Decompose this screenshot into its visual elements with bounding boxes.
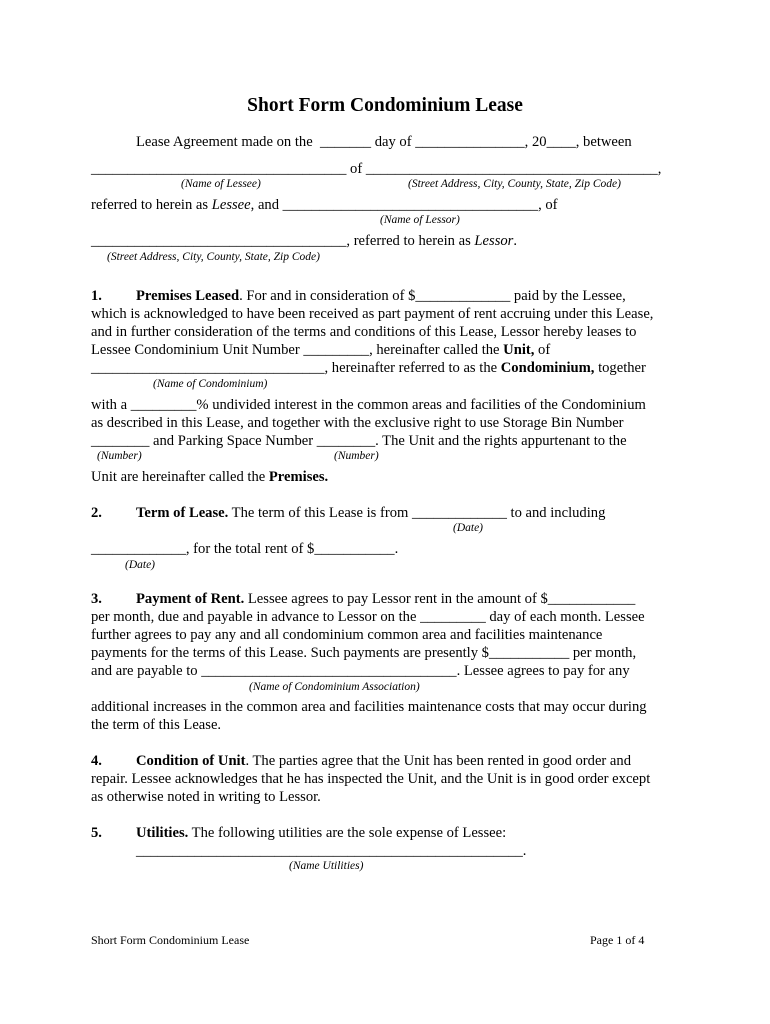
section-4-line-1	[91, 752, 631, 770]
section-1-line-9	[91, 468, 328, 486]
section-1-line-4	[91, 341, 550, 359]
intro-line-4	[91, 232, 517, 250]
section-4-heading: Condition of Unit	[136, 753, 246, 769]
caption-date-1: (Date)	[453, 522, 484, 534]
section-1-line-7: as described in this Lease, and together with the exclusive right to use Storage Bin Number	[91, 415, 624, 431]
intro-line-3-text-b: , and ___________________________________, of	[250, 197, 558, 213]
caption-date-2: (Date)	[125, 559, 156, 571]
section-3-number: 3.	[91, 591, 102, 607]
section-1-line-4-text-b: of	[534, 342, 551, 358]
footer-page-number: Page 1 of 4	[590, 933, 645, 947]
lessor-term: Lessor	[474, 233, 514, 249]
section-1-line-5-text-a: ________________________________, hereinafter referred to as the	[91, 360, 501, 376]
section-1-number: 1.	[91, 288, 102, 304]
intro-line-1: Lease Agreement made on the _______ day of _______________, 20____, between	[136, 134, 632, 150]
intro-line-2: ___________________________________ of ________________________________________,	[91, 161, 662, 177]
caption-street-address-1: (Street Address, City, County, State, Zip Code)	[408, 178, 621, 190]
section-4-number: 4.	[91, 753, 102, 769]
section-1-line-5-text-b: together	[594, 360, 646, 376]
caption-name-of-lessee: (Name of Lessee)	[181, 178, 261, 190]
section-3-heading: Payment of Rent.	[136, 591, 245, 607]
caption-name-of-condominium: (Name of Condominium)	[153, 378, 268, 390]
section-2-line-1	[91, 504, 605, 522]
section-1-line-6: with a _________% undivided interest in the common areas and facilities of the Condominium	[91, 397, 646, 413]
section-1-line-4-text-a: Lessee Condominium Unit Number _________, hereinafter called the	[91, 342, 504, 358]
caption-name-utilities: (Name Utilities)	[289, 860, 364, 872]
section-4-line-2: repair. Lessee acknowledges that he has inspected the Unit, and the Unit is in good order except	[91, 771, 651, 787]
caption-name-of-lessor: (Name of Lessor)	[380, 214, 460, 226]
section-3-line-4: payments for the terms of this Lease. Such payments are presently $___________ per month,	[91, 645, 637, 661]
section-2-line-2: _____________, for the total rent of $___________.	[91, 541, 399, 557]
caption-number-1: (Number)	[97, 450, 142, 462]
section-2-number: 2.	[91, 505, 102, 521]
section-3-line-5: and are payable to ___________________________________. Lessee agrees to pay for any	[91, 663, 630, 679]
condominium-term: Condominium,	[500, 360, 595, 376]
section-2-text: The term of this Lease is from _____________ to and including	[228, 505, 606, 521]
unit-term: Unit,	[503, 342, 535, 358]
section-5-text: The following utilities are the sole expense of Lessee:	[188, 825, 507, 841]
section-1-heading: Premises Leased	[136, 288, 240, 304]
section-3-text: Lessee agrees to pay Lessor rent in the amount of $____________	[244, 591, 636, 607]
section-5-line-1	[91, 824, 506, 842]
footer-title: Short Form Condominium Lease	[91, 933, 250, 947]
section-1-line-1	[91, 287, 626, 305]
section-1-line-2: which is acknowledged to have been received as part payment of rent accruing under this Lease,	[91, 306, 654, 322]
section-2-heading: Term of Lease.	[136, 505, 229, 521]
caption-number-2: (Number)	[334, 450, 379, 462]
section-4-text: . The parties agree that the Unit has been rented in good order and	[245, 753, 632, 769]
premises-term: Premises.	[268, 469, 329, 485]
caption-name-of-association: (Name of Condominium Association)	[249, 681, 420, 693]
intro-line-4-text-b: .	[513, 233, 518, 249]
intro-line-3	[91, 196, 558, 214]
intro-line-4-text-a: ___________________________________, referred to herein as	[91, 233, 475, 249]
section-3-line-7: the term of this Lease.	[91, 717, 222, 733]
section-3-line-1	[91, 590, 635, 608]
section-3-line-2: per month, due and payable in advance to Lessor on the _________ day of each month. Lessee	[91, 609, 645, 625]
section-5-number: 5.	[91, 825, 102, 841]
section-1-line-9-text: Unit are hereinafter called the	[91, 469, 269, 485]
document-title: Short Form Condominium Lease	[247, 95, 523, 116]
section-5-line-2: _____________________________________________________.	[136, 843, 527, 859]
lessee-term: Lessee	[211, 197, 251, 213]
section-1-line-8: ________ and Parking Space Number ________. The Unit and the rights appurtenant to the	[91, 433, 627, 449]
intro-line-3-text-a: referred to herein as	[91, 197, 212, 213]
section-1-line-3: and in further consideration of the terms and conditions of this Lease, Lessor hereby leases to	[91, 324, 637, 340]
section-1-line-5	[91, 359, 646, 377]
section-3-line-3: further agrees to pay any and all condominium common area and facilities maintenance	[91, 627, 603, 643]
section-4-line-3: as otherwise noted in writing to Lessor.	[91, 789, 321, 805]
section-1-text: . For and in consideration of $_____________ paid by the Lessee,	[239, 288, 626, 304]
caption-street-address-2: (Street Address, City, County, State, Zip Code)	[107, 251, 320, 263]
section-5-heading: Utilities.	[136, 825, 189, 841]
section-3-line-6: additional increases in the common area and facilities maintenance costs that may occur during	[91, 699, 647, 715]
